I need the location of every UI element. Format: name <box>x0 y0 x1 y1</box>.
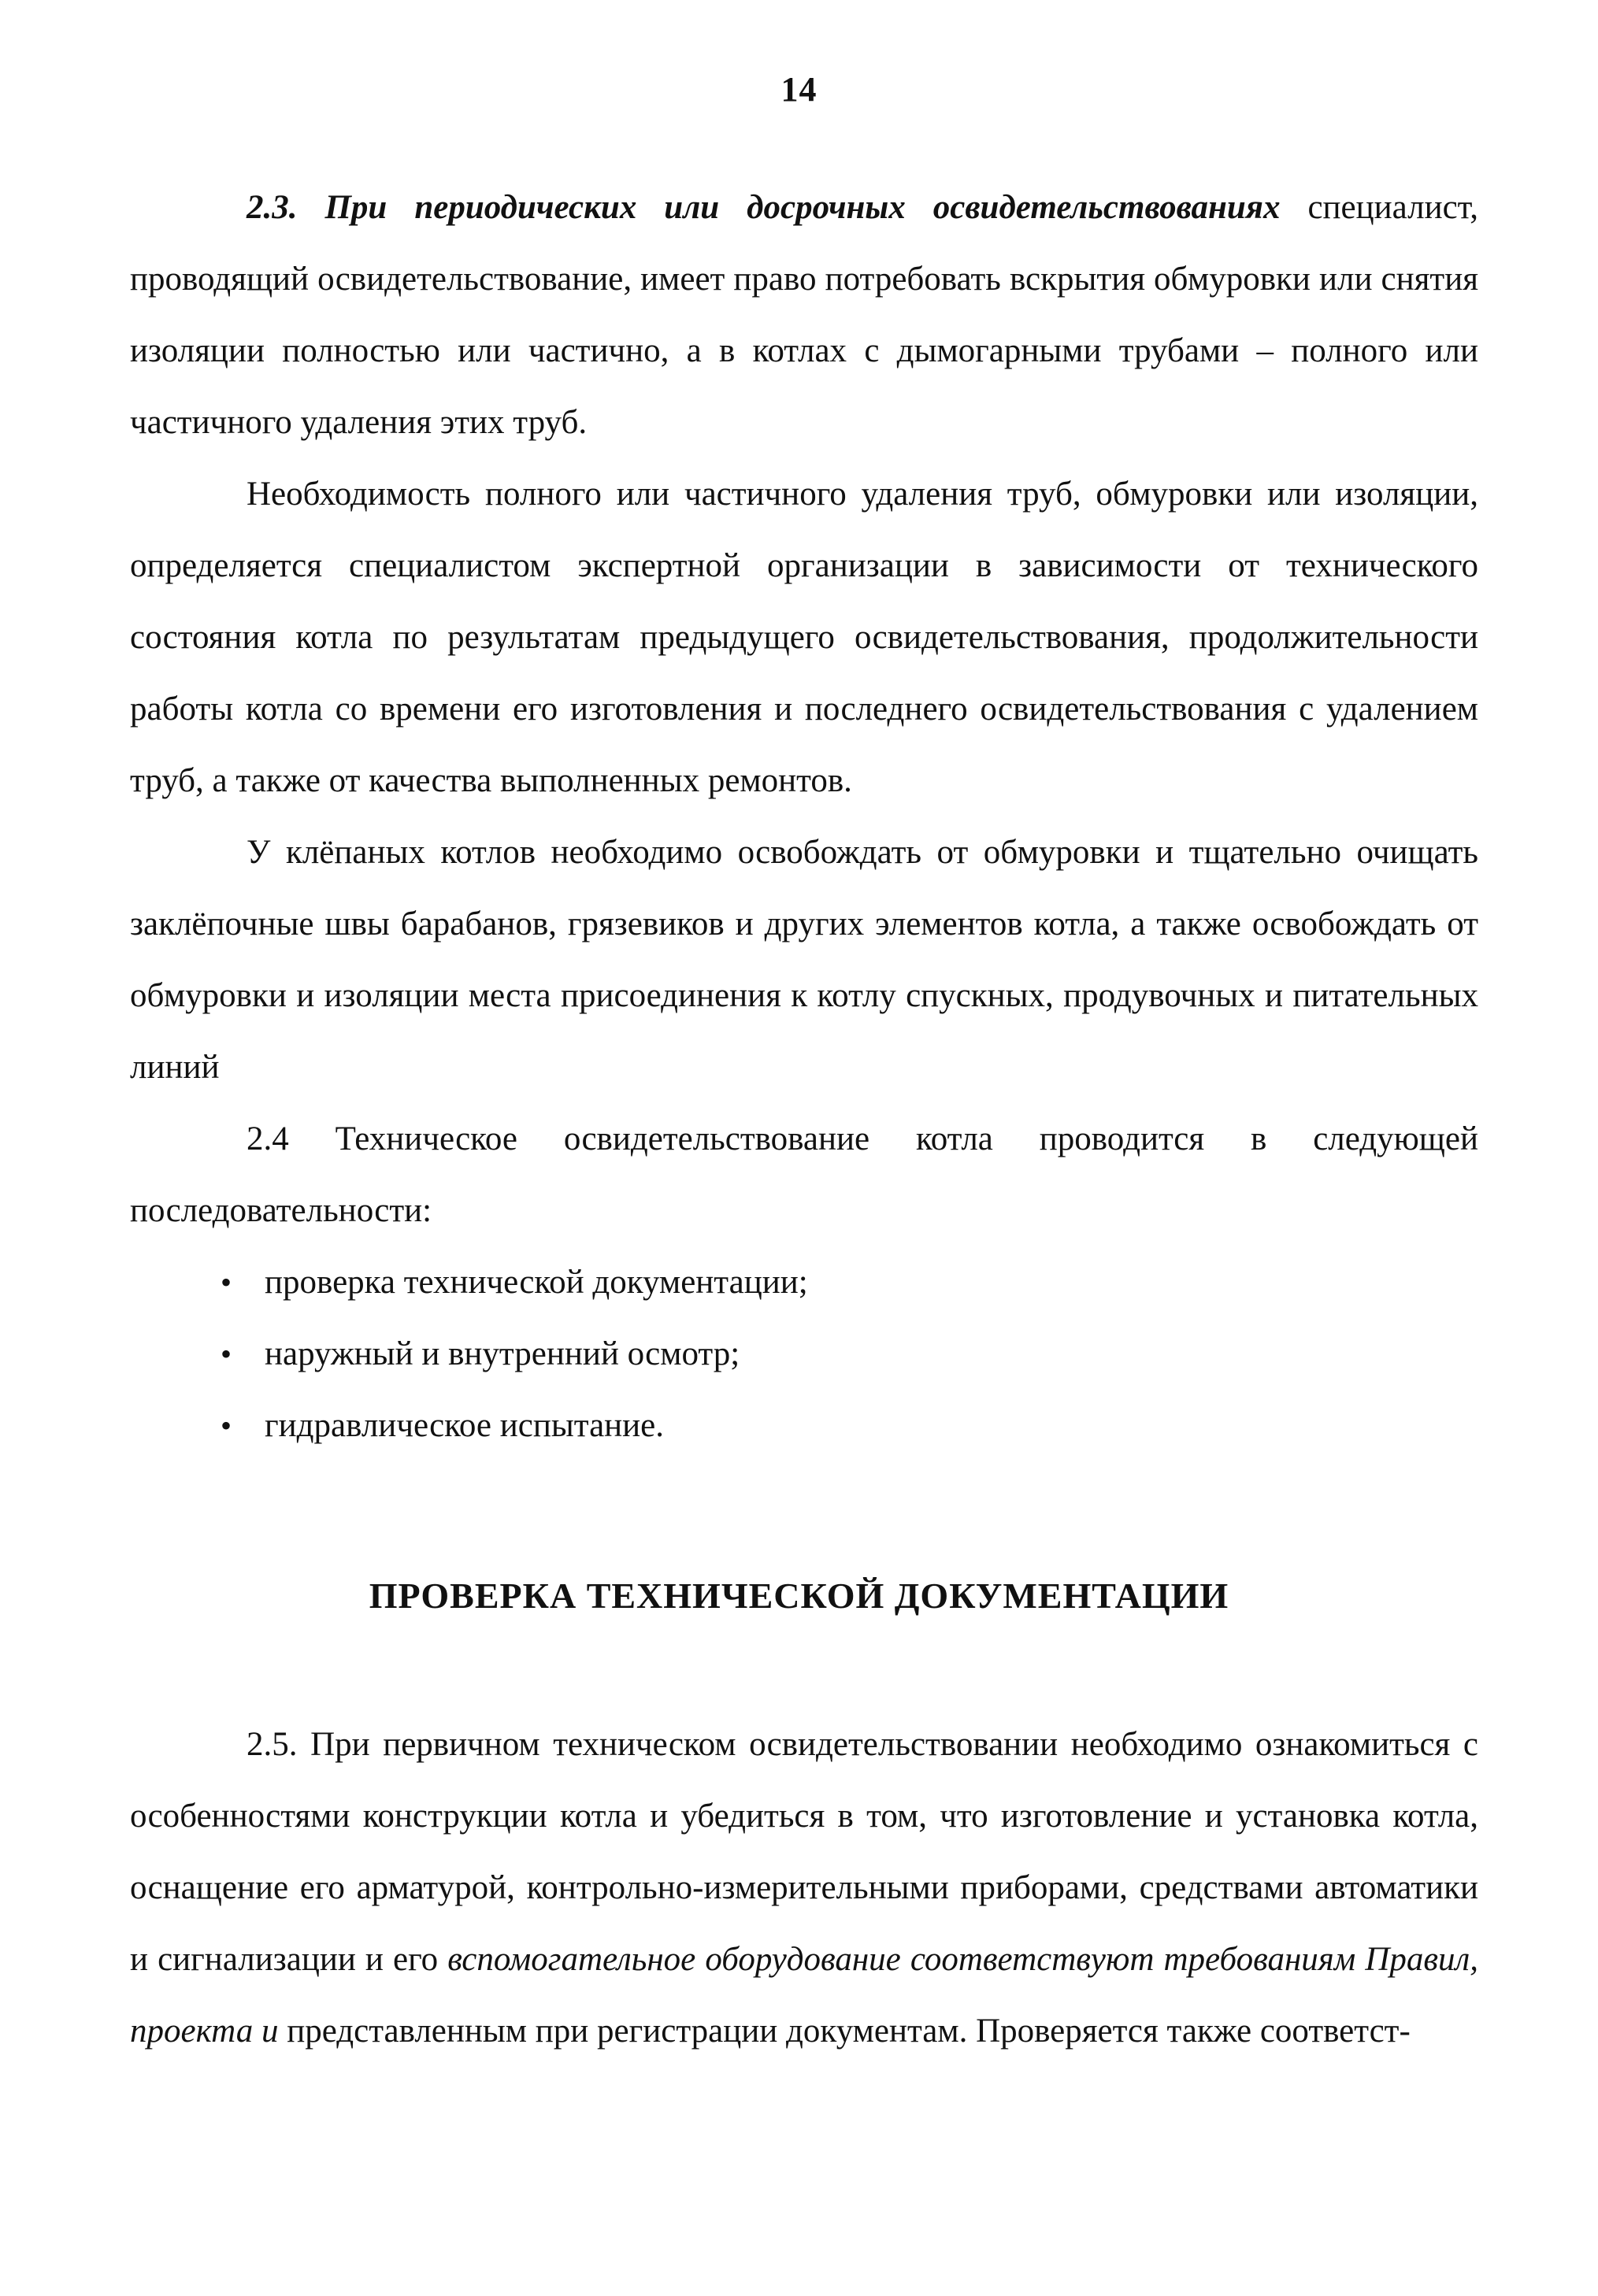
paragraph-text-end: представленным при регистрации документам. Проверяется также соответст- <box>278 2013 1411 2050</box>
paragraph-italic-text: вспомогательное оборудование соответствуют требованиям Правил, проекта и <box>130 1941 1478 2050</box>
body-text-section-2 <box>130 1709 1478 2067</box>
list-item <box>221 1318 1478 1390</box>
list-item-text: проверка технической документации; <box>265 1264 808 1301</box>
paragraph-lead-in: 2.3. При периодических или досрочных освидетельствованиях <box>247 189 1281 226</box>
list-item <box>221 1246 1478 1318</box>
bullet-marker: • <box>221 1336 232 1372</box>
page-number: 14 <box>780 70 818 109</box>
list-item-text: наружный и внутренний осмотр; <box>265 1335 740 1372</box>
paragraph-riveted-boilers: У клёпаных котлов необходимо освобождать от обмуровки и тщательно очищать заклёпочные швы барабанов, грязевиков и других элементов котла, а также освобождать от обмуровки и изоляции места присоединения к котлу спускных, продувочных и питательных линий <box>130 834 1478 1086</box>
paragraph-text: специалист, проводящий освидетельствование, имеет право потребовать вскрытия обмуровки или снятия изоляции полностью или частично, а в котлах с дымогарными трубами – полного или частичного удаления этих труб. <box>130 189 1478 441</box>
list-item-text: гидравлическое испытание. <box>265 1407 665 1444</box>
list-item <box>221 1390 1478 1461</box>
inspection-steps-list <box>130 1246 1478 1461</box>
paragraph-removal-necessity: Необходимость полного или частичного удаления труб, обмуровки или изоляции, определяется специалистом экспертной организации в зависимости от технического состояния котла по результатам предыдущего освидетельствования, продолжительности работы котла со времени его изготовления и последнего освидетельствования с удалением труб, а также от качества выполненных ремонтов. <box>130 476 1478 799</box>
section-heading: ПРОВЕРКА ТЕХНИЧЕСКОЙ ДОКУМЕНТАЦИИ <box>369 1576 1229 1616</box>
body-text-section-1 <box>130 172 1478 1461</box>
paragraph-text: 2.5. При первичном техническом освидетельствовании необходимо ознакомиться с особенностями конструкции котла и убедиться в том, что изготовление и установка котла, оснащение его арматурой, контрольно-измерительными приборами, средствами автоматики и сигнализации и его <box>130 1726 1478 1978</box>
paragraph-2-3 <box>130 172 1478 458</box>
paragraph-2-4: 2.4 Техническое освидетельствование котла проводится в следующей последовательности: <box>130 1120 1478 1229</box>
bullet-marker: • <box>221 1408 232 1443</box>
bullet-marker: • <box>221 1265 232 1300</box>
paragraph-2-5 <box>130 1709 1478 2067</box>
